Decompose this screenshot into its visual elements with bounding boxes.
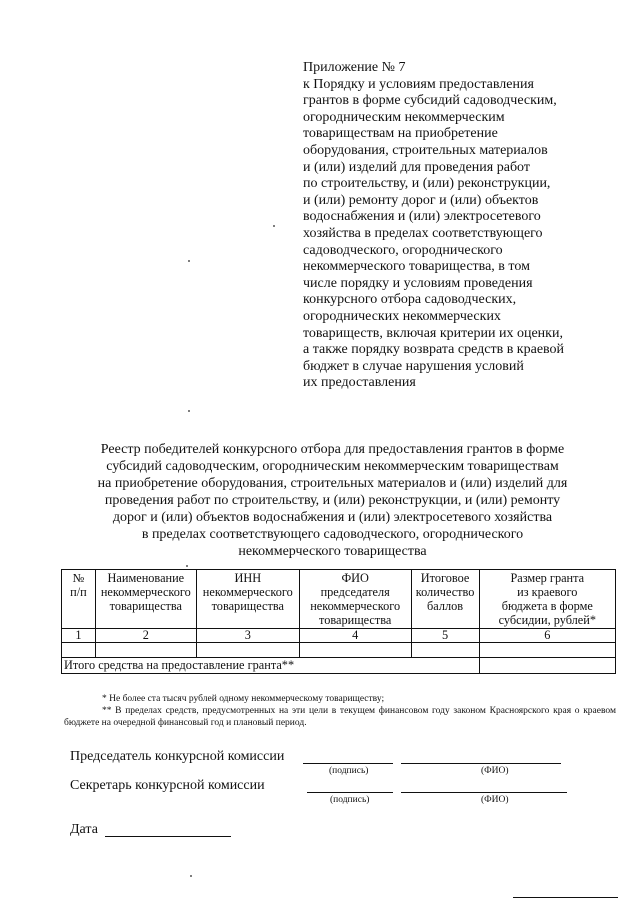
appendix-line: товариществ, включая критерии их оценки, (303, 325, 563, 341)
appendix-line: по строительству, и (или) реконструкции, (303, 176, 551, 192)
appendix-line: конкурсного отбора садоводческих, (303, 292, 517, 308)
total-row (62, 658, 616, 674)
header-inn (196, 570, 299, 629)
chairman-name-line (401, 763, 561, 764)
title-line: в пределах соответствующего садоводческого, огороднического (141, 527, 524, 542)
bottom-rule (513, 897, 618, 898)
header-text-line: ИНН (234, 571, 262, 585)
total-label: Итого средства на предоставление гранта** (62, 658, 480, 674)
header-text-line: товарищества (211, 599, 284, 613)
column-number: 6 (479, 629, 615, 643)
scan-speck (190, 875, 192, 877)
chairman-label: Председатель конкурсной комиссии (70, 749, 285, 764)
column-number: 4 (299, 629, 411, 643)
appendix-line: хозяйства в пределах соответствующего (303, 225, 543, 241)
empty-cell (299, 643, 411, 658)
header-text-line: некоммерческого (310, 599, 401, 613)
header-score (411, 570, 479, 629)
appendix-line: грантов в форме субсидий садоводческим, (303, 93, 557, 109)
header-text-line: товарищества (319, 613, 392, 627)
title-line: некоммерческого товарищества (238, 544, 427, 559)
appendix-line: некоммерческого товарищества, в том (303, 259, 530, 275)
column-number: 3 (196, 629, 299, 643)
header-text-line: некоммерческого (100, 585, 191, 599)
appendix-line: а также порядку возврата средств в краевой (303, 342, 565, 358)
appendix-line: огороднических некоммерческих (303, 308, 501, 324)
appendix-line: оборудования, строительных материалов (303, 142, 548, 158)
header-chairman-fio (299, 570, 411, 629)
header-text-line: ФИО (341, 571, 369, 585)
header-text-line: Наименование (107, 571, 185, 585)
appendix-line: числе порядку и условиям проведения (303, 275, 533, 291)
header-number (62, 570, 96, 629)
column-number: 5 (411, 629, 479, 643)
secretary-label: Секретарь конкурсной комиссии (70, 778, 265, 793)
appendix-line: и (или) ремонту дорог и (или) объектов (303, 192, 539, 208)
header-text-line: п/п (70, 585, 87, 599)
header-text-line: субсидии, рублей* (498, 613, 596, 627)
scan-speck (273, 225, 275, 227)
register-title (60, 441, 605, 560)
appendix-line: бюджет в случае нарушения условий (303, 358, 524, 374)
header-text-line: из краевого (517, 585, 578, 599)
table-header-row (62, 570, 616, 629)
footnote-1: * Не более ста тысяч рублей одному некоммерческому товариществу; (102, 694, 385, 704)
header-text-line: количество (415, 585, 475, 599)
total-value (479, 658, 615, 674)
title-line: субсидий садоводческим, огородническим некоммерческим товариществам (106, 459, 559, 474)
empty-cell (62, 643, 96, 658)
empty-cell (196, 643, 299, 658)
header-text-line: Размер гранта (510, 571, 585, 585)
appendix-block (303, 60, 603, 392)
header-text-line: баллов (427, 599, 464, 613)
title-line: на приобретение оборудования, строительных материалов и (или) изделий для (97, 476, 568, 491)
date-label: Дата (70, 822, 98, 837)
appendix-line: к Порядку и условиям предоставления (303, 76, 534, 92)
chairman-name-caption: (ФИО) (481, 766, 509, 776)
header-text-line: бюджета в форме (501, 599, 593, 613)
footnotes (64, 693, 616, 729)
empty-cell (95, 643, 196, 658)
appendix-line: Приложение № 7 (303, 60, 406, 75)
secretary-name-caption: (ФИО) (481, 795, 509, 805)
appendix-line: и (или) изделий для проведения работ (303, 159, 530, 175)
empty-cell (411, 643, 479, 658)
secretary-name-line (401, 792, 567, 793)
column-number-row (62, 629, 616, 643)
date-line (105, 836, 231, 837)
secretary-signature-caption: (подпись) (330, 795, 370, 805)
header-text-line: председателя (320, 585, 390, 599)
appendix-line: товариществам на приобретение (303, 126, 498, 142)
chairman-signature-caption: (подпись) (329, 766, 369, 776)
title-line: Реестр победителей конкурсного отбора для предоставления грантов в форме (100, 442, 565, 457)
header-text-line: товарищества (109, 599, 183, 613)
scan-speck (186, 565, 188, 567)
chairman-signature-line (303, 763, 393, 764)
scan-speck (188, 260, 190, 262)
header-text-line: некоммерческого (202, 585, 293, 599)
header-name (95, 570, 196, 629)
footnote-2: ** В пределах средств, предусмотренных на эти цели в текущем финансовом году законом Красноярского края о краевом бюджете на очередной финансовый год и плановый период. (64, 706, 616, 728)
title-line: проведения работ по строительству, и (или) реконструкции, и (или) ремонту (104, 493, 561, 508)
header-text-line: № (72, 571, 85, 585)
appendix-line: их предоставления (303, 375, 416, 391)
secretary-signature-line (307, 792, 393, 793)
winners-register-table (61, 569, 616, 674)
column-number: 1 (62, 629, 96, 643)
appendix-line: водоснабжения и (или) электросетевого (303, 209, 541, 225)
column-number: 2 (95, 629, 196, 643)
header-grant-amount (479, 570, 615, 629)
table-row (62, 643, 616, 658)
empty-cell (479, 643, 615, 658)
appendix-line: садоводческого, огороднического (303, 242, 503, 258)
title-line: дорог и (или) объектов водоснабжения и (или) электросетевого хозяйства (112, 510, 553, 525)
appendix-line: огородническим некоммерческим (303, 109, 505, 125)
header-text-line: Итоговое (420, 571, 470, 585)
scan-speck (188, 410, 190, 412)
